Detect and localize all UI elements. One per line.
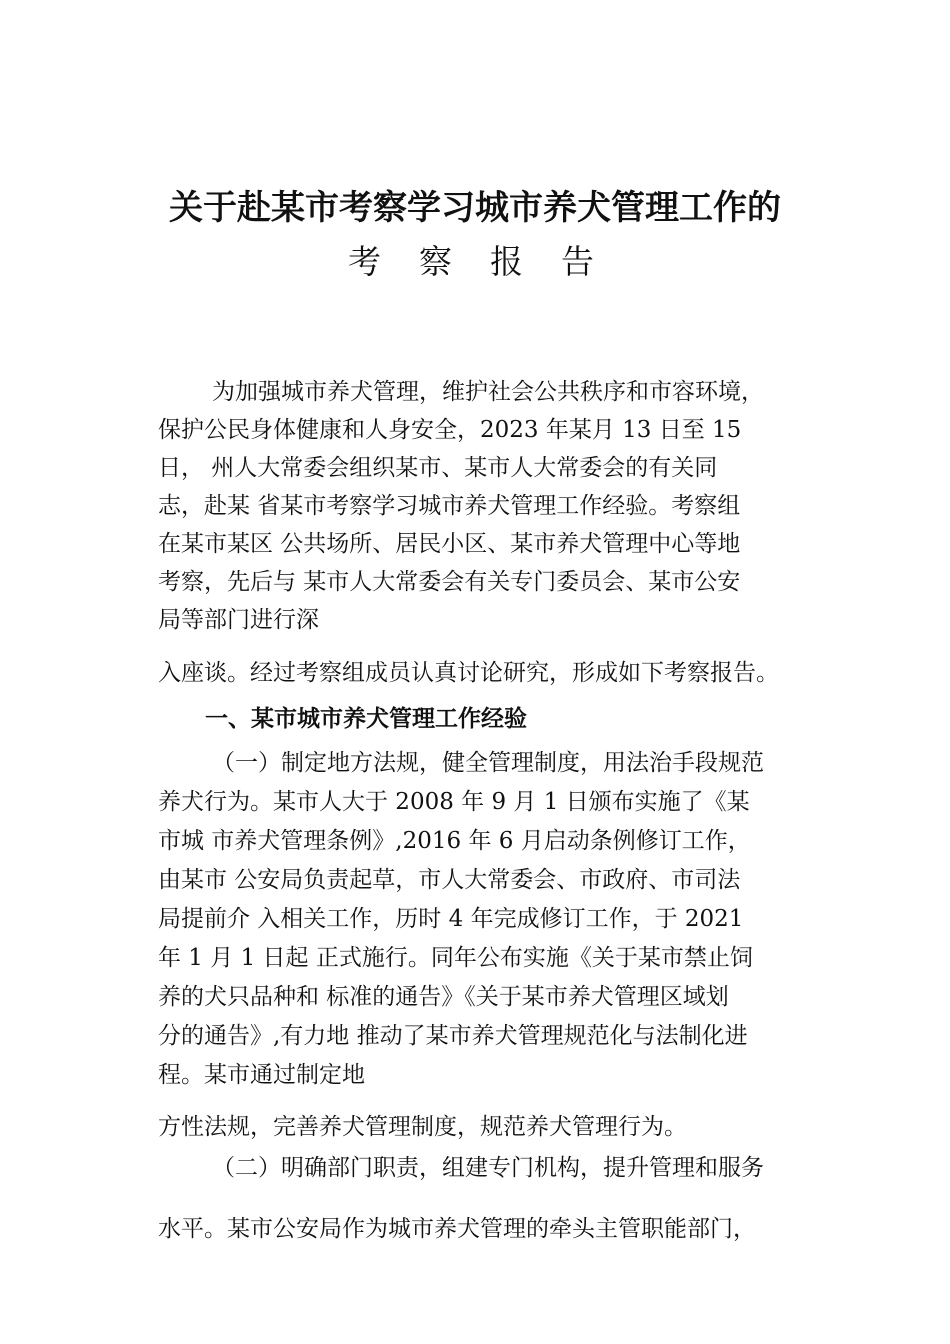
paragraph-line: 年 1 月 1 日起 正式施行。同年公布实施《关于某市禁止饲 (158, 945, 753, 971)
paragraph-line: 考察，先后与 某市人大常委会有关专门委员会、某市公安 (158, 569, 741, 595)
paragraph-line: 方性法规，完善养犬管理制度，规范养犬管理行为。 (158, 1114, 687, 1140)
paragraph-line: 由某市 公安局负责起草，市人大常委会、市政府、市司法 (158, 867, 741, 893)
paragraph-line: 分的通告》,有力地 推动了某市养犬管理规范化与法制化进 (158, 1023, 748, 1049)
paragraph-line: 局等部门进行深 (158, 607, 319, 633)
paragraph-line: 养犬行为。某市人大于 2008 年 9 月 1 日颁布实施了《某 (158, 789, 750, 815)
paragraph-line: 日， 州人大常委会组织某市、某市人大常委会的有关同 (158, 455, 718, 481)
paragraph-line: 局提前介 入相关工作，历时 4 年完成修订工作，于 2021 (158, 906, 744, 932)
paragraph-line: 入座谈。经过考察组成员认真讨论研究，形成如下考察报告。 (158, 660, 779, 686)
paragraph-line: 志，赴某 省某市考察学习城市养犬管理工作经验。考察组 (158, 493, 741, 519)
paragraph-line: （二）明确部门职责，组建专门机构，提升管理和服务 (212, 1155, 764, 1181)
document-subtitle: 考察报告 (348, 242, 632, 281)
paragraph-line: （一）制定地方法规，健全管理制度，用法治手段规范 (212, 750, 764, 776)
document-title: 关于赴某市考察学习城市养犬管理工作的 (169, 188, 781, 228)
paragraph-line: 程。某市通过制定地 (158, 1062, 365, 1088)
paragraph-line: 在某市某区 公共场所、居民小区、某市养犬管理中心等地 (158, 531, 741, 557)
section-heading: 一、某市城市养犬管理工作经验 (205, 706, 527, 732)
paragraph-line: 保护公民身体健康和人身安全，2023 年某月 13 日至 15 (158, 417, 742, 443)
paragraph-line: 水平。某市公安局作为城市养犬管理的牵头主管职能部门， (158, 1216, 756, 1242)
paragraph-line: 养的犬只品种和 标准的通告》《关于某市养犬管理区域划 (158, 984, 729, 1010)
paragraph-line: 市城 市养犬管理条例》,2016 年 6 月启动条例修订工作， (158, 828, 751, 854)
paragraph-line: 为加强城市养犬管理，维护社会公共秩序和市容环境， (212, 379, 764, 405)
